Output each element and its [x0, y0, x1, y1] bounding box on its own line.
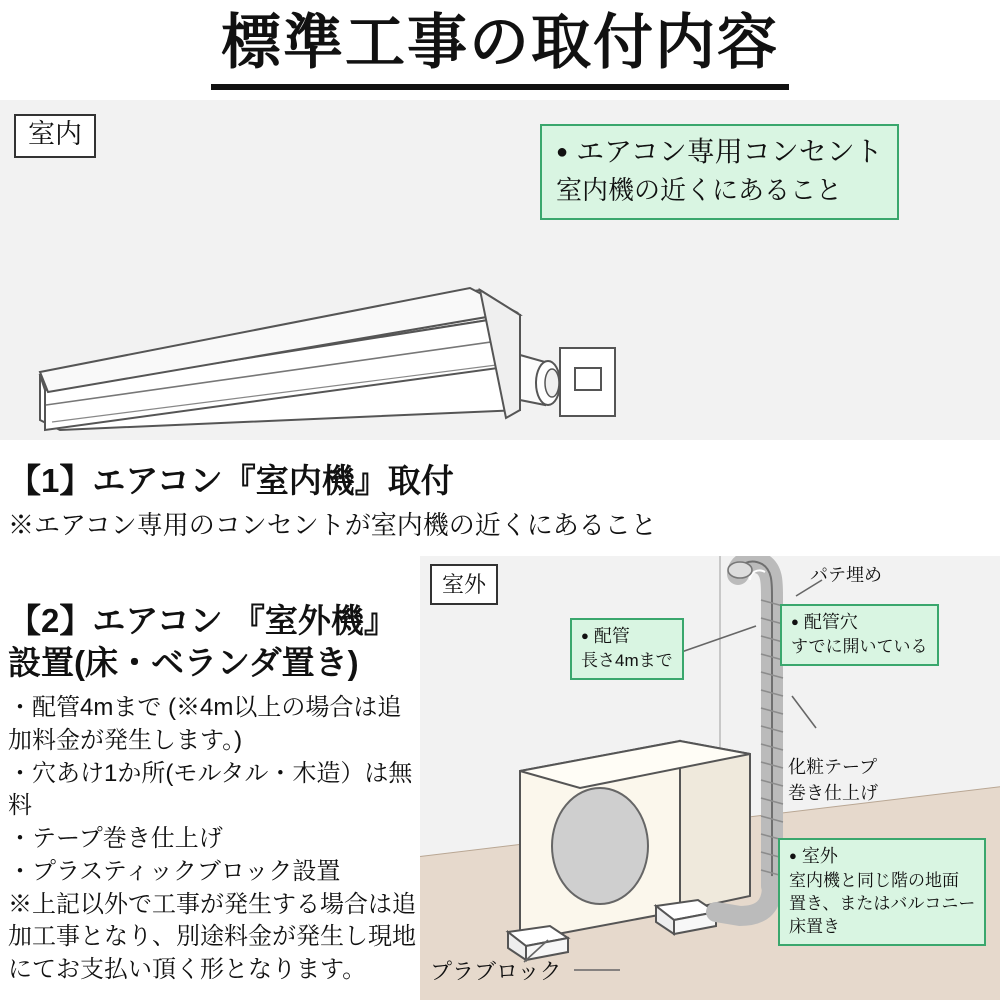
plastic-block-label: プラブロック: [430, 959, 562, 984]
pipe-callout-line2: 長さ4mまで: [581, 650, 673, 670]
indoor-outlet-callout: [540, 124, 899, 220]
list-item: ・配管4mまで (※4m以上の場合は追: [8, 694, 402, 722]
indoor-callout-line1: ● エアコン専用コンセント: [556, 134, 883, 170]
list-item: ・穴あけ1か所(モルタル・木造）は無: [8, 759, 413, 787]
outdoor-placement-callout: [778, 838, 986, 946]
pipe-callout: [570, 618, 684, 680]
outdoor-callout-line3: 置き、またはバルコニー: [789, 893, 976, 913]
pipe-hole-callout: [780, 604, 939, 666]
section2-heading-line1: 【2】エアコン 『室外機』: [8, 602, 397, 639]
list-item: ・テープ巻き仕上げ: [8, 825, 223, 853]
outdoor-area-label: 室外: [430, 564, 498, 605]
outdoor-illustration-panel: [418, 556, 1000, 1000]
section1-note: ※エアコン専用のコンセントが室内機の近くにあること: [8, 510, 657, 541]
outdoor-callout-line4: 床置き: [789, 917, 840, 936]
tape-label-line1: 化粧テープ: [788, 757, 878, 777]
section-indoor-install: [8, 460, 988, 543]
indoor-callout-line2: 室内機の近くにあること: [556, 175, 843, 206]
outdoor-callout-line1: ● 室外: [789, 845, 975, 868]
hole-callout-line1: ● 配管穴: [791, 611, 928, 634]
pipe-callout-line1: ● 配管: [581, 625, 673, 648]
section1-heading: 【1】エアコン『室内機』取付: [8, 462, 454, 499]
list-item: ・プラスティックブロック設置: [8, 857, 341, 885]
putty-label: パテ埋め: [810, 565, 882, 585]
section-outdoor-install: [8, 600, 418, 987]
outdoor-callout-line2: 室内機と同じ階の地面: [789, 870, 959, 890]
list-item: にてお支払い頂く形となります。: [8, 955, 367, 983]
section2-bullet-list: [8, 692, 418, 985]
hole-callout-line2: すでに開いている: [791, 636, 928, 656]
page-title: 標準工事の取付内容: [211, 6, 789, 90]
indoor-illustration-panel: [0, 100, 1000, 440]
tape-label-line2: 巻き仕上げ: [788, 783, 878, 803]
list-item: ※上記以外で工事が発生する場合は追: [8, 890, 416, 918]
list-item: 加料金が発生します。): [8, 727, 243, 755]
indoor-area-label: 室内: [14, 114, 96, 158]
page-title-wrap: [0, 6, 1000, 90]
list-item: 加工事となり、別途料金が発生し現地: [8, 923, 416, 951]
list-item: 料: [8, 792, 32, 820]
section2-heading-line2: 設置(床・ベランダ置き): [8, 644, 359, 682]
